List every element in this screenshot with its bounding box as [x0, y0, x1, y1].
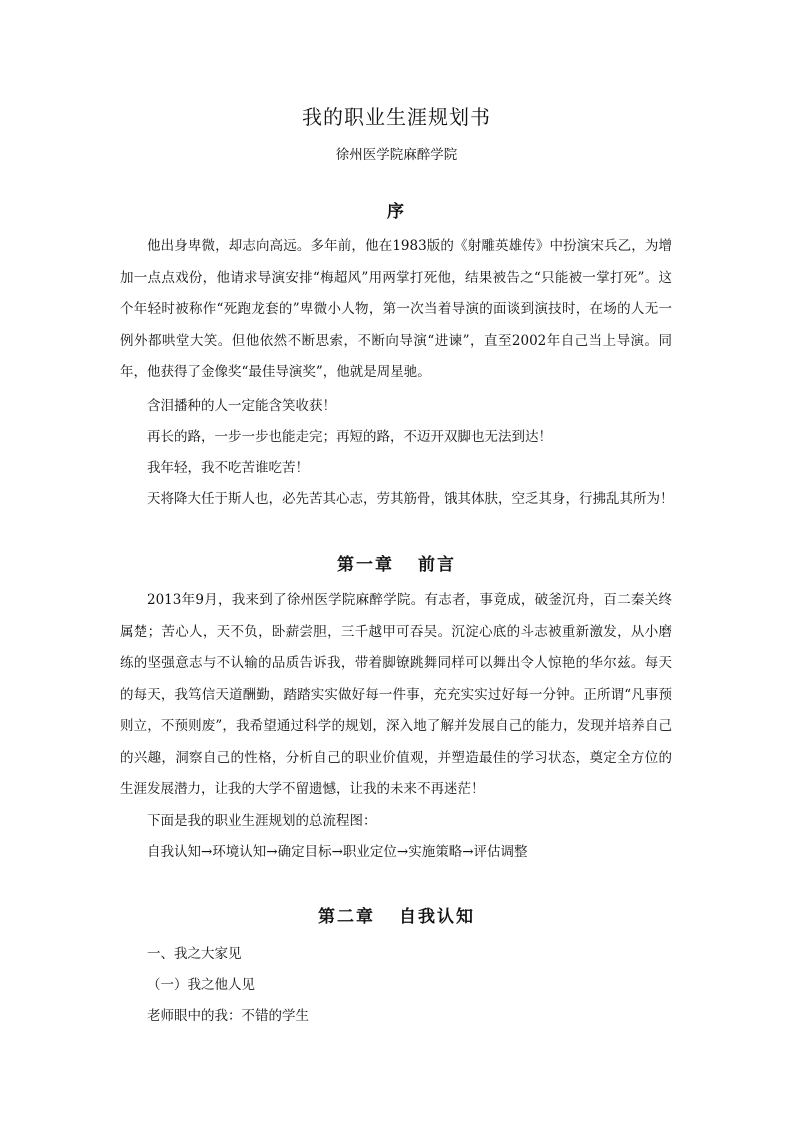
chapter2-item-3: 老师眼中的我：不错的学生 — [147, 1008, 309, 1024]
chapter2-heading — [0, 905, 793, 929]
preface-quote-2: 再长的路，一步一步也能走完；再短的路，不迈开双脚也无法到达！ — [147, 429, 552, 445]
chapter1-heading-title: 前言 — [418, 555, 456, 575]
chapter2-heading-title: 自我认知 — [399, 907, 475, 927]
chapter1-heading — [0, 553, 793, 577]
chapter1-flow-intro: 下面是我的职业生涯规划的总流程图： — [147, 813, 377, 829]
preface-quote-1: 含泪播种的人一定能含笑收获！ — [147, 398, 336, 414]
chapter2-heading-number: 第二章 — [318, 907, 375, 927]
chapter2-item-2: （一）我之他人见 — [147, 977, 255, 993]
document-subtitle: 徐州医学院麻醉学院 — [335, 147, 458, 163]
preface-quote-3: 我年轻，我不吃苦谁吃苦！ — [147, 460, 309, 476]
chapter1-heading-number: 第一章 — [337, 555, 394, 575]
chapter1-paragraph: 2013年9月，我来到了徐州医学院麻醉学院。有志者，事竟成，破釜沉舟，百二秦关终属楚；苦心人，天不负，卧薪尝胆，三千越甲可吞吴。沉淀心底的斗志被重新激发，从小磨练的坚强意志与不认输的品质告诉我，带着脚镣跳舞同样可以舞出令人惊艳的华尔兹。每天的每天，我笃信天道酬勤，踏踏实实做好每一件事，充充实实过好每一分钟。正所谓“凡事预则立，不预则废”，我希望通过科学的规划，深入地了解并发展自己的能力，发现并培养自己的兴趣，洞察自己的性格，分析自己的职业价值观，并塑造最佳的学习状态，奠定全方位的生涯发展潜力，让我的大学不留遗憾，让我的未来不再迷茫！ — [120, 592, 672, 797]
chapter2-item-1: 一、我之大家见 — [147, 946, 242, 962]
preface-heading: 序 — [387, 202, 406, 222]
document-title: 我的职业生涯规划书 — [302, 105, 491, 129]
chapter1-flow: 自我认知→环境认知→确定目标→职业定位→实施策略→评估调整 — [147, 844, 528, 860]
preface-quote-4: 天将降大任于斯人也，必先苦其心志，劳其筋骨，饿其体肤，空乏其身，行拂乱其所为！ — [147, 491, 674, 507]
preface-paragraph: 他出身卑微，却志向高远。多年前，他在1983版的《射雕英雄传》中扮演宋兵乙，为增加一点点戏份，他请求导演安排“梅超风”用两掌打死他，结果被告之“只能被一掌打死”。这个年轻时被称作“死跑龙套的”卑微小人物，第一次当着导演的面谈到演技时，在场的人无一例外都哄堂大笑。但他依然不断思索，不断向导演“进谏”，直至2002年自己当上导演。同年，他获得了金像奖“最佳导演奖”，他就是周星驰。 — [120, 238, 672, 380]
